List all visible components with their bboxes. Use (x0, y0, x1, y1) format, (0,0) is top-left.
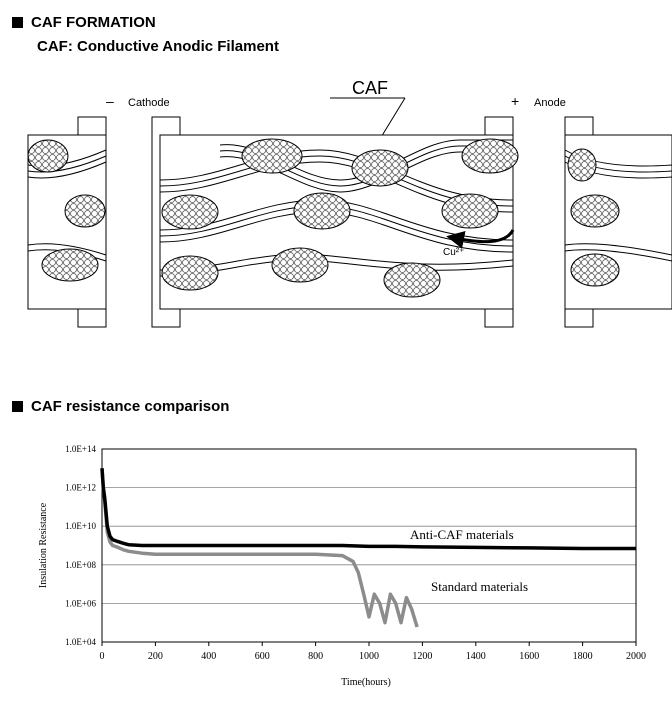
x-tick-label: 600 (254, 651, 270, 662)
caf-formation-heading (12, 14, 156, 31)
caf-formation-title: CAF FORMATION (31, 14, 156, 31)
center-laminate (152, 117, 518, 327)
y-tick-label: 1.0E+12 (65, 482, 96, 493)
x-tick-label: 1000 (359, 651, 379, 662)
x-axis-label: Time(hours) (341, 677, 391, 688)
x-tick-label: 2000 (626, 651, 646, 662)
y-tick-label: 1.0E+14 (65, 444, 96, 454)
x-tick-label: 1400 (465, 651, 486, 662)
right-board-fragment (565, 117, 672, 327)
x-tick-label: 800 (308, 651, 324, 662)
anode-sign: + (511, 93, 520, 109)
x-tick-label: 200 (147, 651, 163, 662)
y-axis-label: Insulation Resistance (38, 502, 49, 589)
resistance-chart (0, 430, 672, 701)
series-line-anti-caf (102, 468, 636, 548)
x-tick-label: 0 (99, 651, 105, 662)
ion-label: Cu²⁺ (443, 247, 465, 258)
bullet-square-icon (12, 17, 23, 28)
caf-formation-diagram (0, 70, 672, 340)
bullet-square-icon (12, 401, 23, 412)
anode-label: Anode (534, 97, 566, 109)
cathode-sign: – (106, 93, 114, 109)
y-tick-label: 1.0E+08 (65, 559, 96, 570)
x-tick-label: 400 (201, 651, 217, 662)
y-tick-label: 1.0E+04 (65, 637, 96, 647)
x-tick-label: 1600 (519, 651, 540, 662)
caf-resistance-title: CAF resistance comparison (31, 398, 230, 415)
y-tick-label: 1.0E+06 (65, 598, 96, 609)
caf-label: CAF (352, 78, 388, 98)
caf-resistance-heading (12, 398, 229, 415)
x-tick-label: 1200 (412, 651, 433, 662)
y-tick-label: 1.0E+10 (65, 521, 96, 532)
series-label-standard: Standard materials (431, 579, 529, 594)
x-tick-label: 1800 (572, 651, 593, 662)
series-label-anti-caf: Anti-CAF materials (410, 527, 514, 542)
left-board-fragment (28, 117, 106, 327)
cathode-label: Cathode (128, 97, 170, 109)
caf-definition-subtitle: CAF: Conductive Anodic Filament (37, 38, 279, 55)
